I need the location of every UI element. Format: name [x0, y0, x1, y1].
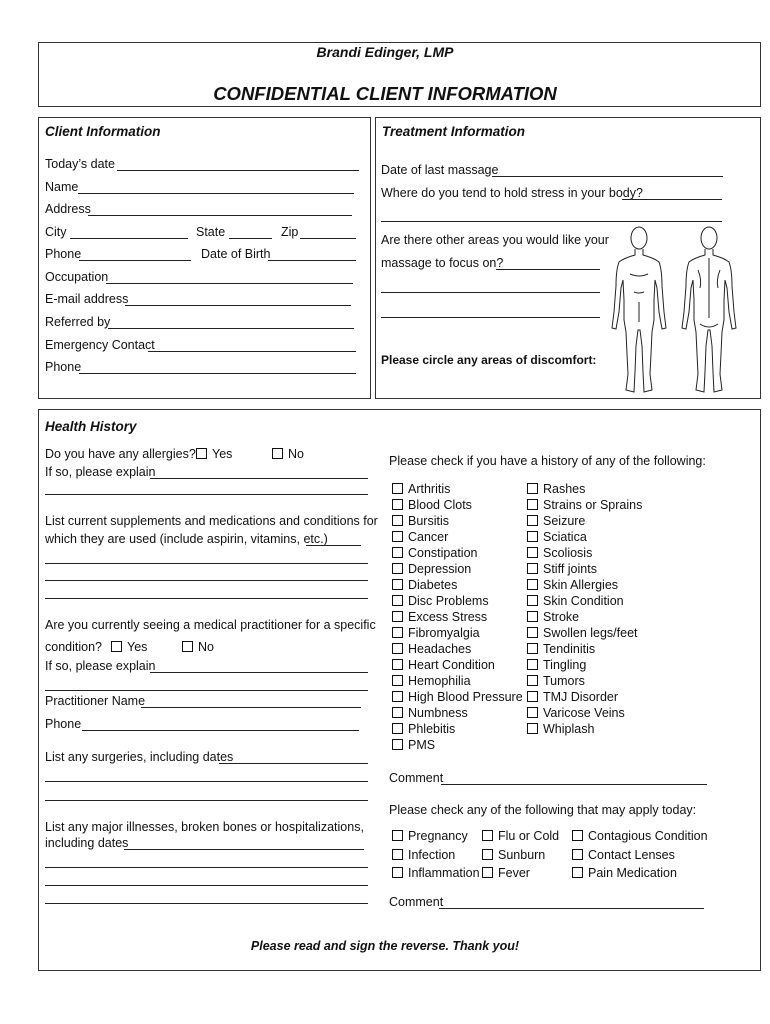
comment2-field[interactable] [439, 908, 704, 909]
page-title: CONFIDENTIAL CLIENT INFORMATION [213, 83, 557, 104]
illnesses-field-3[interactable] [45, 885, 368, 886]
checkbox-icon [182, 641, 193, 652]
condition-checkbox[interactable] [392, 610, 487, 625]
illnesses-field[interactable] [124, 849, 364, 850]
comment-field[interactable] [441, 784, 707, 785]
condition-checkbox[interactable] [392, 498, 472, 513]
checkbox-icon [392, 691, 403, 702]
practitioner-explain-label: If so, please explain [45, 659, 156, 673]
history-prompt: Please check if you have a history of any of the following: [389, 454, 706, 468]
state-label: State [196, 225, 226, 239]
checkbox-icon [392, 643, 403, 654]
practitioner-name: Brandi Edinger, LMP [316, 44, 454, 60]
condition-checkbox[interactable] [527, 546, 592, 561]
emergency-label: Emergency Contact [45, 338, 155, 352]
referred-field[interactable] [108, 328, 354, 329]
address-field[interactable] [88, 215, 352, 216]
city-field[interactable] [70, 238, 188, 239]
condition-checkbox[interactable] [572, 829, 708, 844]
condition-checkbox[interactable] [392, 546, 478, 561]
checkbox-icon [392, 515, 403, 526]
last-massage-field[interactable] [492, 176, 723, 177]
condition-label: Cancer [408, 530, 449, 544]
occupation-label: Occupation [45, 270, 109, 284]
phone-field[interactable] [79, 260, 191, 261]
illnesses-label-2: including dates [45, 836, 129, 850]
supplements-field-3[interactable] [45, 580, 368, 581]
name-label: Name [45, 180, 79, 194]
checkbox-icon [392, 627, 403, 638]
checkbox-icon [111, 641, 122, 652]
illnesses-label-1: List any major illnesses, broken bones or hospitalizations, [45, 820, 364, 834]
checkbox-icon [527, 675, 538, 686]
client-info-heading: Client Information [45, 124, 161, 139]
condition-checkbox[interactable] [527, 642, 595, 657]
zip-label: Zip [281, 225, 299, 239]
condition-label: Headaches [408, 642, 472, 656]
checkbox-icon [527, 483, 538, 494]
checkbox-icon [527, 579, 538, 590]
condition-label: Swollen legs/feet [543, 626, 638, 640]
checkbox-icon [572, 849, 583, 860]
footer-note: Please read and sign the reverse. Thank you! [250, 939, 520, 953]
supplements-label-2: which they are used (include aspirin, vitamins, etc.) [45, 532, 328, 546]
checkbox-icon [392, 659, 403, 670]
condition-checkbox[interactable] [392, 674, 471, 689]
condition-label: Numbness [408, 706, 468, 720]
checkbox-icon [392, 675, 403, 686]
body-back-diagram[interactable] [676, 222, 742, 398]
supplements-field-2[interactable] [45, 563, 368, 564]
condition-label: Tumors [543, 674, 585, 688]
condition-checkbox[interactable] [572, 848, 675, 863]
health-history-heading: Health History [45, 419, 137, 434]
checkbox-icon [392, 499, 403, 510]
condition-checkbox[interactable] [527, 578, 618, 593]
comment-label: Comment [389, 771, 444, 785]
checkbox-icon [392, 595, 403, 606]
name-field[interactable] [78, 193, 354, 194]
referred-label: Referred by [45, 315, 111, 329]
condition-label: Skin Allergies [543, 578, 619, 592]
condition-label: Bursitis [408, 514, 449, 528]
condition-checkbox[interactable] [392, 578, 457, 593]
practitioner-phone-label: Phone [45, 717, 82, 731]
condition-checkbox[interactable] [527, 498, 642, 513]
practitioner-q-1: Are you currently seeing a medical practitioner for a specific [45, 618, 376, 632]
allergies-explain-field[interactable] [150, 478, 368, 479]
checkbox-icon [392, 531, 403, 542]
checkbox-icon [392, 579, 403, 590]
condition-checkbox[interactable] [527, 514, 585, 529]
checkbox-icon [392, 867, 403, 878]
checkbox-icon [527, 723, 538, 734]
practitioner-yes[interactable] [111, 640, 147, 655]
checkbox-icon [527, 531, 538, 542]
surgeries-label: List any surgeries, including dates [45, 750, 234, 764]
condition-checkbox[interactable] [527, 530, 587, 545]
email-label: E-mail address [45, 292, 129, 306]
condition-checkbox[interactable] [392, 738, 435, 753]
condition-checkbox[interactable] [482, 866, 530, 881]
areas-field-3[interactable] [381, 317, 600, 318]
checkbox-icon [527, 643, 538, 654]
checkbox-icon [527, 659, 538, 670]
allergies-yes[interactable] [196, 447, 232, 462]
condition-checkbox[interactable] [392, 722, 455, 737]
condition-label: Contagious Condition [588, 829, 708, 843]
practitioner-phone-field[interactable] [82, 730, 359, 731]
condition-label: Skin Condition [543, 594, 624, 608]
circle-discomfort-label: Please circle any areas of discomfort: [381, 353, 597, 367]
checkbox-icon [392, 707, 403, 718]
condition-label: Pain Medication [588, 866, 677, 880]
condition-checkbox[interactable] [392, 690, 523, 705]
practitioner-name-label: Practitioner Name [45, 694, 146, 708]
supplements-field-4[interactable] [45, 598, 368, 599]
illnesses-field-4[interactable] [45, 903, 368, 904]
checkbox-icon [482, 830, 493, 841]
checkbox-icon [272, 448, 283, 459]
todays-date-field[interactable] [117, 170, 359, 171]
checkbox-icon [392, 723, 403, 734]
condition-checkbox[interactable] [392, 642, 471, 657]
areas-field[interactable] [496, 269, 600, 270]
condition-label: Stroke [543, 610, 580, 624]
condition-checkbox[interactable] [527, 706, 625, 721]
allergies-no-label: No [288, 447, 304, 461]
condition-checkbox[interactable] [392, 626, 480, 641]
stress-field[interactable] [622, 199, 722, 200]
checkbox-icon [392, 547, 403, 558]
condition-checkbox[interactable] [392, 530, 448, 545]
checkbox-icon [527, 547, 538, 558]
practitioner-explain-field[interactable] [150, 672, 368, 673]
surgeries-field-3[interactable] [45, 800, 368, 801]
condition-label: Constipation [408, 546, 478, 560]
checkbox-icon [392, 849, 403, 860]
condition-checkbox[interactable] [572, 866, 677, 881]
condition-checkbox[interactable] [482, 848, 545, 863]
condition-checkbox[interactable] [527, 722, 594, 737]
phone2-field[interactable] [79, 373, 356, 374]
condition-label: Blood Clots [408, 498, 472, 512]
condition-label: Arthritis [408, 482, 451, 496]
condition-label: Tendinitis [543, 642, 596, 656]
checkbox-icon [196, 448, 207, 459]
condition-checkbox[interactable] [392, 866, 480, 881]
condition-checkbox[interactable] [527, 562, 597, 577]
allergies-explain-label: If so, please explain [45, 465, 156, 479]
condition-checkbox[interactable] [392, 848, 455, 863]
checkbox-icon [392, 563, 403, 574]
practitioner-explain-field-2[interactable] [45, 690, 368, 691]
condition-checkbox[interactable] [527, 674, 585, 689]
email-field[interactable] [125, 305, 351, 306]
checkbox-icon [392, 483, 403, 494]
checkbox-icon [527, 611, 538, 622]
condition-label: Contact Lenses [588, 847, 675, 862]
address-label: Address [45, 202, 91, 216]
today-prompt: Please check any of the following that may apply today: [389, 803, 697, 817]
checkbox-icon [527, 595, 538, 606]
city-label: City [45, 225, 67, 239]
body-front-diagram[interactable] [606, 222, 672, 398]
condition-label: Whiplash [543, 722, 595, 736]
condition-label: TMJ Disorder [543, 690, 619, 704]
condition-checkbox[interactable] [482, 829, 559, 844]
condition-label: Fibromyalgia [408, 626, 480, 640]
condition-label: Infection [408, 847, 456, 862]
checkbox-icon [527, 707, 538, 718]
comment2-label: Comment [389, 895, 444, 909]
condition-label: Flu or Cold [498, 829, 560, 843]
practitioner-q-2: condition? [45, 640, 102, 654]
checkbox-icon [527, 515, 538, 526]
allergies-yes-label: Yes [212, 447, 233, 461]
emergency-field[interactable] [148, 351, 356, 352]
condition-checkbox[interactable] [527, 482, 585, 497]
condition-label: Stiff joints [543, 562, 597, 576]
stress-label: Where do you tend to hold stress in your body? [381, 186, 643, 200]
condition-checkbox[interactable] [527, 594, 624, 609]
condition-label: Inflammation [408, 866, 480, 880]
condition-label: Diabetes [408, 578, 458, 592]
surgeries-field[interactable] [219, 763, 368, 764]
practitioner-name-field[interactable] [141, 707, 361, 708]
dob-label: Date of Birth [201, 247, 271, 261]
checkbox-icon [392, 739, 403, 750]
practitioner-no[interactable] [182, 640, 214, 655]
checkbox-icon [527, 691, 538, 702]
checkbox-icon [572, 867, 583, 878]
condition-checkbox[interactable] [527, 690, 618, 705]
surgeries-field-2[interactable] [45, 781, 368, 782]
condition-label: Heart Condition [408, 658, 495, 672]
state-field[interactable] [229, 238, 272, 239]
condition-label: Seizure [543, 514, 586, 528]
last-massage-label: Date of last massage [381, 163, 499, 177]
condition-checkbox[interactable] [527, 626, 638, 641]
areas-field-2[interactable] [381, 292, 600, 293]
condition-label: Excess Stress [408, 610, 488, 624]
condition-label: Fever [498, 866, 530, 880]
phone2-label: Phone [45, 360, 82, 374]
checkbox-icon [527, 627, 538, 638]
todays-date-label: Today’s date [45, 157, 115, 171]
condition-checkbox[interactable] [392, 514, 449, 529]
condition-label: Tingling [543, 658, 587, 672]
condition-checkbox[interactable] [392, 706, 468, 721]
condition-checkbox[interactable] [527, 658, 586, 673]
supplements-label-1: List current supplements and medications and conditions for [45, 514, 378, 528]
supplements-field[interactable] [306, 545, 361, 546]
condition-label: Sunburn [498, 847, 546, 862]
condition-label: PMS [408, 738, 436, 752]
zip-field[interactable] [300, 238, 356, 239]
allergies-question: Do you have any allergies? [45, 447, 196, 461]
condition-label: Depression [408, 562, 472, 576]
condition-checkbox[interactable] [392, 562, 471, 577]
condition-checkbox[interactable] [527, 610, 579, 625]
condition-label: Strains or Sprains [543, 498, 643, 512]
condition-label: Disc Problems [408, 594, 489, 608]
condition-label: Rashes [543, 482, 586, 496]
allergies-no[interactable] [272, 447, 304, 462]
checkbox-icon [527, 499, 538, 510]
condition-label: Hemophilia [408, 674, 471, 688]
condition-label: Varicose Veins [543, 706, 625, 720]
condition-label: Pregnancy [408, 829, 468, 843]
condition-label: Sciatica [543, 530, 587, 544]
condition-checkbox[interactable] [392, 482, 450, 497]
condition-label: Scoliosis [543, 546, 593, 560]
areas-label-2: massage to focus on? [381, 256, 504, 270]
phone-label: Phone [45, 247, 82, 261]
condition-checkbox[interactable] [392, 658, 495, 673]
condition-checkbox[interactable] [392, 829, 468, 844]
checkbox-icon [392, 611, 403, 622]
allergies-explain-field-2[interactable] [45, 494, 368, 495]
checkbox-icon [572, 830, 583, 841]
checkbox-icon [482, 849, 493, 860]
checkbox-icon [482, 867, 493, 878]
condition-label: Phlebitis [408, 722, 456, 736]
areas-label-1: Are there other areas you would like your [381, 233, 609, 247]
treatment-info-heading: Treatment Information [382, 124, 526, 139]
practitioner-no-label: No [198, 640, 214, 654]
practitioner-yes-label: Yes [127, 640, 148, 654]
dob-field[interactable] [268, 260, 356, 261]
condition-checkbox[interactable] [392, 594, 489, 609]
checkbox-icon [527, 563, 538, 574]
checkbox-icon [392, 830, 403, 841]
condition-label: High Blood Pressure [408, 690, 523, 704]
occupation-field[interactable] [106, 283, 353, 284]
illnesses-field-2[interactable] [45, 867, 368, 868]
